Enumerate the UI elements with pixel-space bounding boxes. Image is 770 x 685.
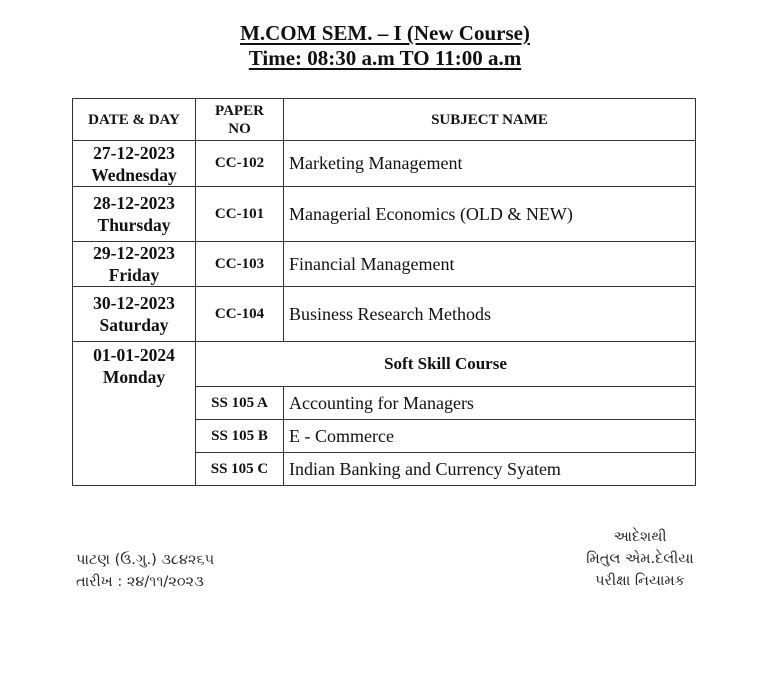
table-header-row — [73, 99, 696, 141]
exam-time — [0, 45, 770, 72]
subject-name: E - Commerce — [284, 420, 696, 453]
date-day-header: DATE & DAY — [73, 99, 196, 141]
subject-name: Business Research Methods — [284, 287, 696, 342]
exam-day: Friday — [108, 265, 160, 285]
subject-name: Managerial Economics (OLD & NEW) — [284, 187, 696, 242]
subject-name: Marketing Management — [284, 141, 696, 187]
paper-code: SS 105 C — [196, 453, 284, 486]
exam-day: Thursday — [97, 215, 171, 235]
exam-date: 28-12-2023 — [93, 193, 175, 213]
table-row — [73, 342, 696, 387]
table-row — [73, 187, 696, 242]
subject-name: Accounting for Managers — [284, 387, 696, 420]
footer-place-date — [76, 549, 214, 593]
exam-day: Saturday — [99, 315, 169, 335]
exam-schedule-table — [72, 98, 696, 486]
date-day-cell — [73, 342, 196, 486]
paper-no-header — [196, 99, 284, 141]
exam-date: 30-12-2023 — [93, 293, 175, 313]
paper-code: CC-103 — [196, 242, 284, 287]
exam-title — [0, 20, 770, 47]
soft-skill-course-title: Soft Skill Course — [196, 342, 696, 387]
paper-code: CC-104 — [196, 287, 284, 342]
paper-header-line1: PAPER — [215, 102, 264, 119]
exam-date: 29-12-2023 — [93, 243, 175, 263]
footer-signatory — [560, 526, 720, 592]
footer-place: પાટણ (ઉ.ગુ.) ૩૮૪૨૬૫ — [76, 552, 215, 568]
paper-code: CC-101 — [196, 187, 284, 242]
paper-code: SS 105 B — [196, 420, 284, 453]
exam-date: 01-01-2024 — [93, 345, 175, 365]
exam-day: Monday — [102, 367, 166, 387]
footer-date: તારીખ : ૨૪/૧૧/૨૦૨૩ — [76, 574, 204, 590]
subject-name-header: SUBJECT NAME — [284, 99, 696, 141]
exam-date: 27-12-2023 — [93, 142, 175, 163]
date-day-cell — [73, 141, 196, 187]
table-row — [73, 242, 696, 287]
subject-name: Financial Management — [284, 242, 696, 287]
exam-day: Wednesday — [91, 164, 177, 185]
signatory-title: પરીક્ષા નિયામક — [595, 573, 685, 589]
paper-code: SS 105 A — [196, 387, 284, 420]
subject-name: Indian Banking and Currency Syatem — [284, 453, 696, 486]
paper-code: CC-102 — [196, 141, 284, 187]
exam-title-text: M.COM SEM. – I (New Course) — [240, 21, 530, 45]
paper-header-line2: NO — [228, 120, 251, 137]
date-day-cell — [73, 242, 196, 287]
signatory-name: મિતુલ એમ.દેલીયા — [586, 551, 694, 567]
date-day-cell — [73, 287, 196, 342]
date-day-cell — [73, 187, 196, 242]
table-row — [73, 287, 696, 342]
by-order-text: આદેશથી — [613, 529, 667, 545]
table-row — [73, 141, 696, 187]
exam-time-text: Time: 08:30 a.m TO 11:00 a.m — [248, 46, 522, 70]
